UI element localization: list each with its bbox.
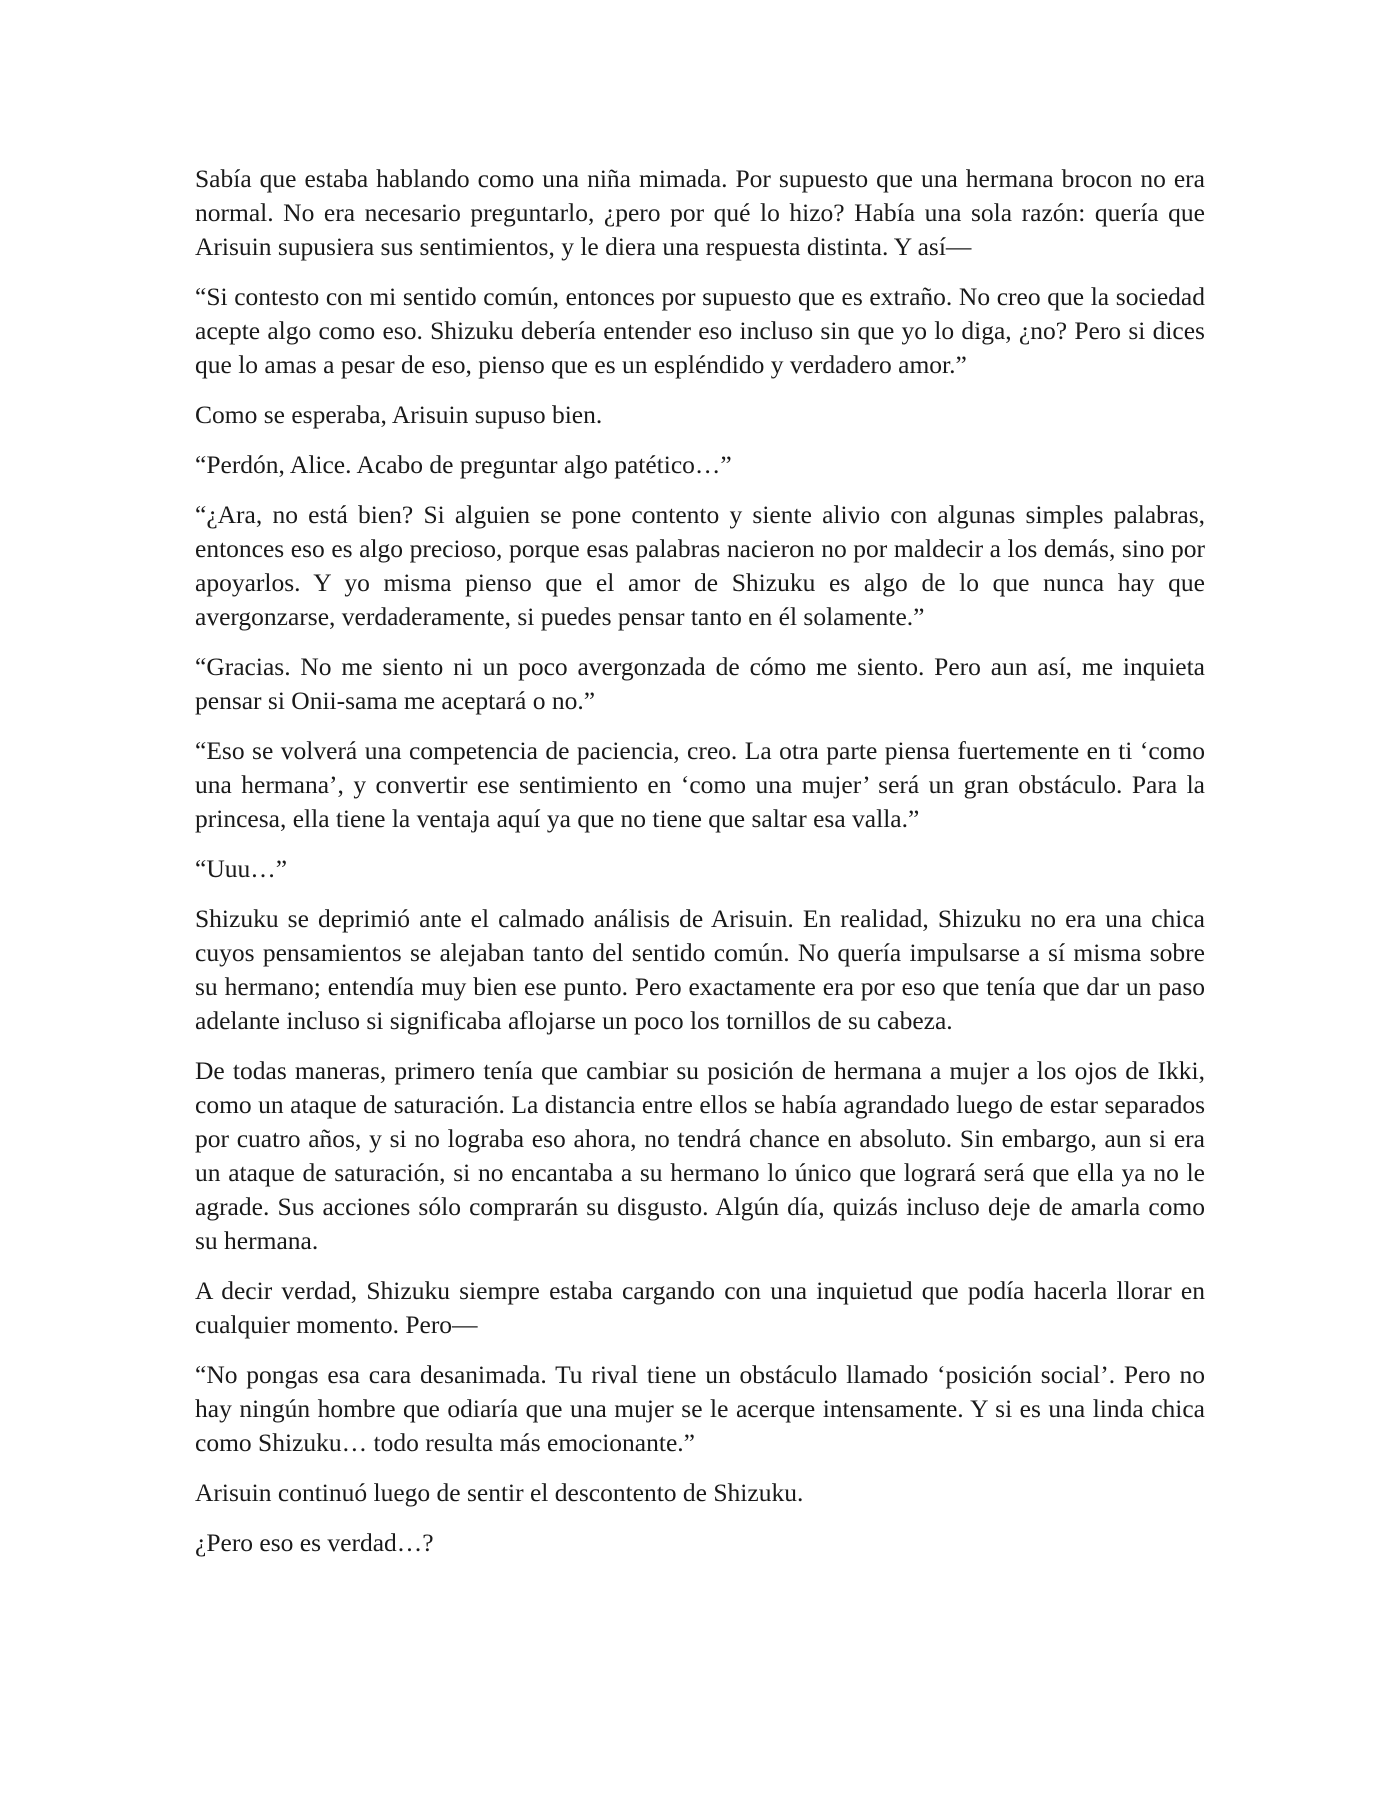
paragraph-5: “¿Ara, no está bien? Si alguien se pone contento y siente alivio con algunas simples palabras, entonces eso es algo precioso, porque esas palabras nacieron no por maldecir a los demás, sino por apoyarlos. Y yo misma pienso que el amor de Shizuku es algo de lo que nunca hay que avergonzarse, verdaderamente, si puedes pensar tanto en él solamente.” <box>195 500 1205 631</box>
paragraph-10: De todas maneras, primero tenía que cambiar su posición de hermana a mujer a los ojos de Ikki, como un ataque de saturación. La distancia entre ellos se había agrandado luego de estar separados por cuatro años, y si no lograba eso ahora, no tendrá chance en absoluto. Sin embargo, aun si era un ataque de saturación, si no encantaba a su hermano lo único que logrará será que ella ya no le agrade. Sus acciones sólo comprarán su disgusto. Algún día, quizás incluso deje de amarla como su hermana. <box>195 1056 1205 1255</box>
paragraph-4: “Perdón, Alice. Acabo de preguntar algo patético…” <box>195 450 732 479</box>
paragraph-8: “Uuu…” <box>195 854 288 883</box>
paragraph-3: Como se esperaba, Arisuin supuso bien. <box>195 400 603 429</box>
paragraph-6: “Gracias. No me siento ni un poco avergonzada de cómo me siento. Pero aun así, me inquieta pensar si Onii-sama me aceptará o no.” <box>195 652 1205 715</box>
paragraph-9: Shizuku se deprimió ante el calmado análisis de Arisuin. En realidad, Shizuku no era una chica cuyos pensamientos se alejaban tanto del sentido común. No quería impulsarse a sí misma sobre su hermano; entendía muy bien ese punto. Pero exactamente era por eso que tenía que dar un paso adelante incluso si significaba aflojarse un poco los tornillos de su cabeza. <box>195 904 1205 1035</box>
paragraph-12: “No pongas esa cara desanimada. Tu rival tiene un obstáculo llamado ‘posición social’. Pero no hay ningún hombre que odiaría que una mujer se le acerque intensamente. Y si es una linda chica como Shizuku… todo resulta más emocionante.” <box>195 1360 1205 1457</box>
paragraph-14: ¿Pero eso es verdad…? <box>195 1528 434 1557</box>
page-body-text <box>195 162 1205 1576</box>
paragraph-2: “Si contesto con mi sentido común, entonces por supuesto que es extraño. No creo que la sociedad acepte algo como eso. Shizuku debería entender eso incluso sin que yo lo diga, ¿no? Pero si dices que lo amas a pesar de eso, pienso que es un espléndido y verdadero amor.” <box>195 282 1205 379</box>
paragraph-13: Arisuin continuó luego de sentir el descontento de Shizuku. <box>195 1478 804 1507</box>
paragraph-1: Sabía que estaba hablando como una niña mimada. Por supuesto que una hermana brocon no era normal. No era necesario preguntarlo, ¿pero por qué lo hizo? Había una sola razón: quería que Arisuin supusiera sus sentimientos, y le diera una respuesta distinta. Y así— <box>195 164 1205 261</box>
paragraph-11: A decir verdad, Shizuku siempre estaba cargando con una inquietud que podía hacerla llorar en cualquier momento. Pero— <box>195 1276 1205 1339</box>
paragraph-7: “Eso se volverá una competencia de paciencia, creo. La otra parte piensa fuertemente en ti ‘como una hermana’, y convertir ese sentimiento en ‘como una mujer’ será un gran obstáculo. Para la princesa, ella tiene la ventaja aquí ya que no tiene que saltar esa valla.” <box>195 736 1205 833</box>
